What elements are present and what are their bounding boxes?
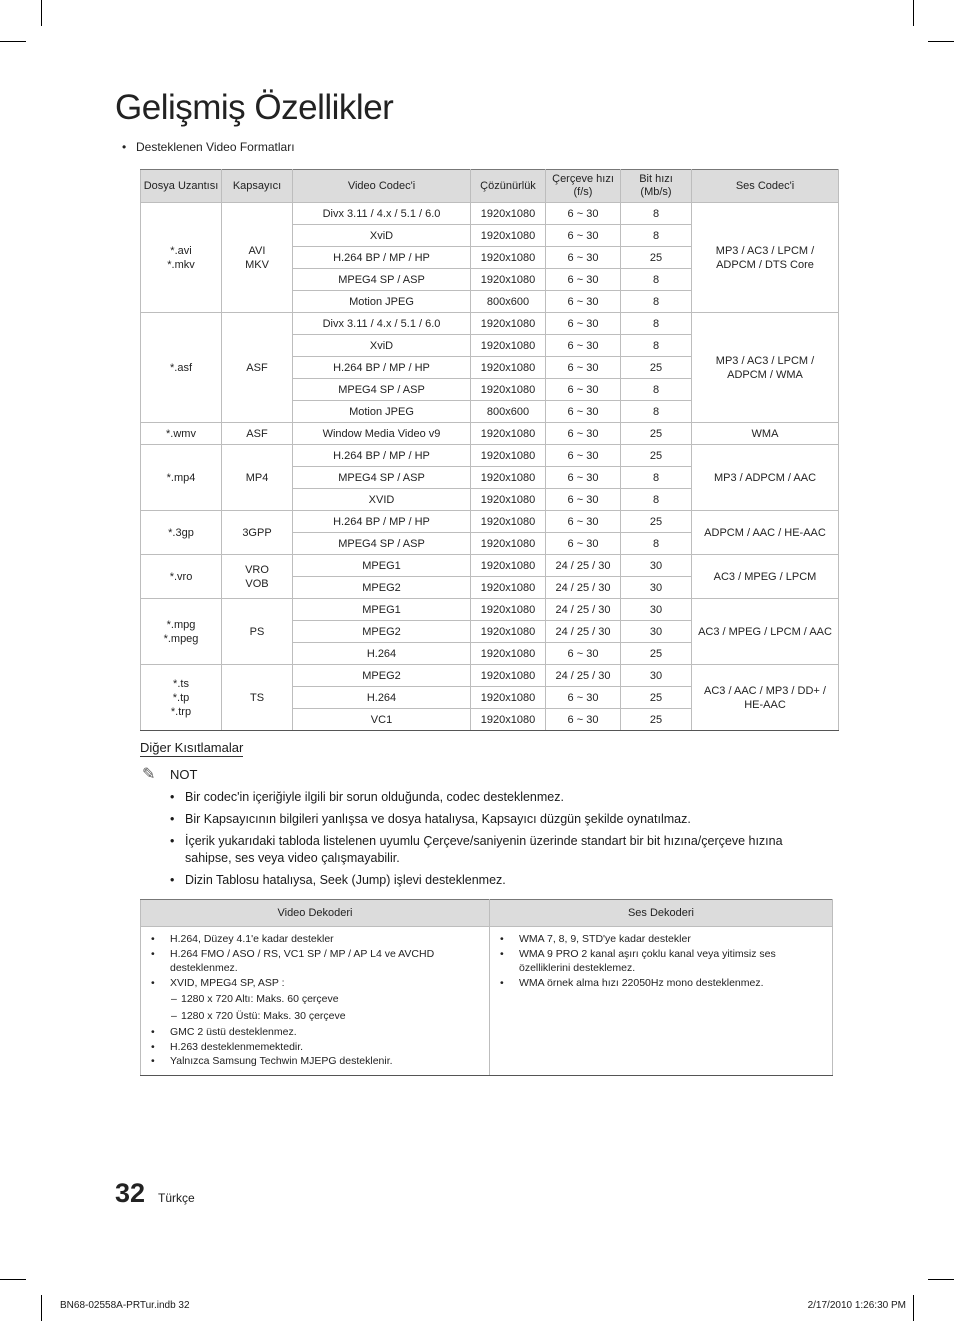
file-extension-cell: *.3gp	[141, 511, 222, 555]
video-codec-cell: XviD	[293, 225, 471, 247]
frame-rate-cell: 6 ~ 30	[546, 335, 621, 357]
crop-mark	[928, 1279, 954, 1280]
note-label-text: NOT	[170, 767, 198, 782]
page-title: Gelişmiş Özellikler	[115, 88, 394, 127]
video-codec-cell: Divx 3.11 / 4.x / 5.1 / 6.0	[293, 313, 471, 335]
frame-rate-cell: 24 / 25 / 30	[546, 577, 621, 599]
decoder-item: • GMC 2 üstü desteklenmez.	[149, 1025, 483, 1040]
crop-mark	[41, 1295, 42, 1321]
container-cell: MP4	[222, 445, 293, 511]
table-row	[141, 313, 839, 335]
column-header: Bit hızı (Mb/s)	[621, 170, 692, 203]
resolution-cell: 1920x1080	[471, 203, 546, 225]
resolution-cell: 1920x1080	[471, 445, 546, 467]
table-row	[141, 511, 839, 533]
resolution-cell: 1920x1080	[471, 533, 546, 555]
video-codec-cell: Motion JPEG	[293, 401, 471, 423]
file-extension-cell: *.asf	[141, 313, 222, 423]
crop-mark	[0, 41, 26, 42]
decoder-item: • WMA 7, 8, 9, STD'ye kadar destekler	[498, 932, 826, 947]
note-item: • Dizin Tablosu hatalıysa, Seek (Jump) işlevi desteklenmez.	[170, 872, 830, 889]
resolution-cell: 800x600	[471, 291, 546, 313]
bit-rate-cell: 8	[621, 313, 692, 335]
audio-decoder-list	[498, 932, 826, 990]
frame-rate-cell: 6 ~ 30	[546, 313, 621, 335]
frame-rate-cell: 6 ~ 30	[546, 269, 621, 291]
frame-rate-cell: 6 ~ 30	[546, 357, 621, 379]
decoder-table	[140, 899, 833, 1076]
file-extension-cell: *.avi *.mkv	[141, 203, 222, 313]
video-codec-cell: H.264	[293, 687, 471, 709]
video-codec-cell: VC1	[293, 709, 471, 731]
resolution-cell: 1920x1080	[471, 357, 546, 379]
frame-rate-cell: 6 ~ 30	[546, 489, 621, 511]
frame-rate-cell: 24 / 25 / 30	[546, 665, 621, 687]
note-item: • Bir Kapsayıcının bilgileri yanlışsa ve dosya hatalıysa, Kapsayıcı düzgün şekilde oynatılmaz.	[170, 811, 830, 828]
video-codec-cell: H.264 BP / MP / HP	[293, 247, 471, 269]
crop-mark	[913, 0, 914, 26]
frame-rate-cell: 24 / 25 / 30	[546, 621, 621, 643]
bit-rate-cell: 25	[621, 247, 692, 269]
frame-rate-cell: 24 / 25 / 30	[546, 599, 621, 621]
bit-rate-cell: 25	[621, 511, 692, 533]
bit-rate-cell: 8	[621, 225, 692, 247]
frame-rate-cell: 6 ~ 30	[546, 401, 621, 423]
audio-codec-cell: AC3 / AAC / MP3 / DD+ / HE-AAC	[692, 665, 839, 731]
frame-rate-cell: 6 ~ 30	[546, 467, 621, 489]
decoder-item: • WMA 9 PRO 2 kanal aşırı çoklu kanal veya yitimsiz ses özelliklerini desteklemez.	[498, 947, 826, 976]
bit-rate-cell: 25	[621, 445, 692, 467]
subtitle	[122, 140, 295, 154]
frame-rate-cell: 6 ~ 30	[546, 709, 621, 731]
video-codec-cell: H.264 BP / MP / HP	[293, 511, 471, 533]
bit-rate-cell: 30	[621, 621, 692, 643]
bit-rate-cell: 25	[621, 709, 692, 731]
decoder-item: • H.264, Düzey 4.1'e kadar destekler	[149, 932, 483, 947]
bit-rate-cell: 8	[621, 269, 692, 291]
container-cell: ASF	[222, 313, 293, 423]
video-codec-cell: MPEG4 SP / ASP	[293, 379, 471, 401]
audio-codec-cell: AC3 / MPEG / LPCM / AAC	[692, 599, 839, 665]
page-language: Türkçe	[158, 1191, 195, 1205]
bullet-icon: •	[122, 140, 127, 154]
pencil-note-icon: ✎	[142, 766, 156, 783]
resolution-cell: 1920x1080	[471, 335, 546, 357]
decoder-item: • Yalnızca Samsung Techwin MJEPG desteklenir.	[149, 1054, 483, 1069]
note-label	[142, 764, 197, 784]
frame-rate-cell: 24 / 25 / 30	[546, 555, 621, 577]
bit-rate-cell: 30	[621, 577, 692, 599]
container-cell: VRO VOB	[222, 555, 293, 599]
video-codec-cell: H.264 BP / MP / HP	[293, 357, 471, 379]
crop-mark	[928, 41, 954, 42]
bit-rate-cell: 8	[621, 203, 692, 225]
bit-rate-cell: 30	[621, 555, 692, 577]
bit-rate-cell: 8	[621, 291, 692, 313]
audio-decoder-cell	[490, 927, 833, 1076]
bit-rate-cell: 8	[621, 467, 692, 489]
frame-rate-cell: 6 ~ 30	[546, 203, 621, 225]
frame-rate-cell: 6 ~ 30	[546, 423, 621, 445]
bit-rate-cell: 8	[621, 489, 692, 511]
file-extension-cell: *.wmv	[141, 423, 222, 445]
audio-codec-cell: AC3 / MPEG / LPCM	[692, 555, 839, 599]
frame-rate-cell: 6 ~ 30	[546, 225, 621, 247]
file-extension-cell: *.mpg *.mpeg	[141, 599, 222, 665]
video-codec-cell: MPEG1	[293, 555, 471, 577]
table-header-row	[141, 170, 839, 203]
video-codec-cell: MPEG1	[293, 599, 471, 621]
decoder-item: • XVID, MPEG4 SP, ASP :	[149, 976, 483, 991]
crop-mark	[41, 0, 42, 26]
video-codec-cell: MPEG4 SP / ASP	[293, 467, 471, 489]
table-row	[141, 555, 839, 577]
frame-rate-cell: 6 ~ 30	[546, 643, 621, 665]
resolution-cell: 1920x1080	[471, 577, 546, 599]
column-header: Kapsayıcı	[222, 170, 293, 203]
video-codec-cell: MPEG2	[293, 577, 471, 599]
bit-rate-cell: 30	[621, 665, 692, 687]
bit-rate-cell: 30	[621, 599, 692, 621]
video-codec-cell: XVID	[293, 489, 471, 511]
column-header: Dosya Uzantısı	[141, 170, 222, 203]
column-header: Ses Codec'i	[692, 170, 839, 203]
bit-rate-cell: 8	[621, 379, 692, 401]
table-row	[141, 599, 839, 621]
column-header: Çözünürlük	[471, 170, 546, 203]
file-extension-cell: *.mp4	[141, 445, 222, 511]
video-codec-cell: Window Media Video v9	[293, 423, 471, 445]
table-row	[141, 423, 839, 445]
resolution-cell: 800x600	[471, 401, 546, 423]
resolution-cell: 1920x1080	[471, 511, 546, 533]
container-cell: PS	[222, 599, 293, 665]
decoder-item: • WMA örnek alma hızı 22050Hz mono desteklenmez.	[498, 976, 826, 991]
column-header: Video Codec'i	[293, 170, 471, 203]
video-codec-cell: MPEG2	[293, 621, 471, 643]
video-codec-cell: MPEG2	[293, 665, 471, 687]
audio-decoder-header: Ses Dekoderi	[490, 900, 833, 927]
resolution-cell: 1920x1080	[471, 621, 546, 643]
resolution-cell: 1920x1080	[471, 379, 546, 401]
audio-codec-cell: MP3 / AC3 / LPCM / ADPCM / DTS Core	[692, 203, 839, 313]
audio-codec-cell: MP3 / AC3 / LPCM / ADPCM / WMA	[692, 313, 839, 423]
resolution-cell: 1920x1080	[471, 687, 546, 709]
container-cell: 3GPP	[222, 511, 293, 555]
bit-rate-cell: 25	[621, 357, 692, 379]
audio-codec-cell: MP3 / ADPCM / AAC	[692, 445, 839, 511]
decoder-item: – 1280 x 720 Üstü: Maks. 30 çerçeve	[149, 1009, 483, 1024]
resolution-cell: 1920x1080	[471, 313, 546, 335]
bit-rate-cell: 25	[621, 687, 692, 709]
video-codec-cell: MPEG4 SP / ASP	[293, 269, 471, 291]
bit-rate-cell: 8	[621, 533, 692, 555]
decoder-item: • H.264 FMO / ASO / RS, VC1 SP / MP / AP L4 ve AVCHD desteklenmez.	[149, 947, 483, 976]
frame-rate-cell: 6 ~ 30	[546, 445, 621, 467]
table-row	[141, 445, 839, 467]
frame-rate-cell: 6 ~ 30	[546, 511, 621, 533]
video-codec-cell: H.264	[293, 643, 471, 665]
footer-file-info: BN68-02558A-PRTur.indb 32	[60, 1300, 190, 1311]
frame-rate-cell: 6 ~ 30	[546, 291, 621, 313]
footer-timestamp: 2/17/2010 1:26:30 PM	[807, 1300, 906, 1311]
container-cell: AVI MKV	[222, 203, 293, 313]
decoder-item: • H.263 desteklenmemektedir.	[149, 1040, 483, 1055]
note-item: • İçerik yukarıdaki tabloda listelenen uyumlu Çerçeve/saniyenin üzerinde standart bir bit hızına/çerçeve hızına sahipse, ses veya video çalışmayabilir.	[170, 833, 830, 867]
note-item: • Bir codec'in içeriğiyle ilgili bir sorun olduğunda, codec desteklenmez.	[170, 789, 830, 806]
resolution-cell: 1920x1080	[471, 555, 546, 577]
column-header: Çerçeve hızı (f/s)	[546, 170, 621, 203]
video-codec-cell: MPEG4 SP / ASP	[293, 533, 471, 555]
resolution-cell: 1920x1080	[471, 643, 546, 665]
resolution-cell: 1920x1080	[471, 225, 546, 247]
resolution-cell: 1920x1080	[471, 467, 546, 489]
bit-rate-cell: 8	[621, 401, 692, 423]
video-codec-cell: H.264 BP / MP / HP	[293, 445, 471, 467]
resolution-cell: 1920x1080	[471, 489, 546, 511]
decoder-item: – 1280 x 720 Altı: Maks. 60 çerçeve	[149, 992, 483, 1007]
crop-mark	[913, 1295, 914, 1321]
bit-rate-cell: 25	[621, 423, 692, 445]
crop-mark	[0, 1279, 26, 1280]
video-codec-cell: Divx 3.11 / 4.x / 5.1 / 6.0	[293, 203, 471, 225]
container-cell: ASF	[222, 423, 293, 445]
file-extension-cell: *.ts *.tp *.trp	[141, 665, 222, 731]
file-extension-cell: *.vro	[141, 555, 222, 599]
video-codec-cell: Motion JPEG	[293, 291, 471, 313]
resolution-cell: 1920x1080	[471, 599, 546, 621]
subtitle-text: Desteklenen Video Formatları	[136, 140, 295, 154]
video-decoder-cell	[141, 927, 490, 1076]
video-format-table	[140, 169, 839, 731]
frame-rate-cell: 6 ~ 30	[546, 687, 621, 709]
frame-rate-cell: 6 ~ 30	[546, 247, 621, 269]
table-row	[141, 665, 839, 687]
video-codec-cell: XviD	[293, 335, 471, 357]
resolution-cell: 1920x1080	[471, 247, 546, 269]
resolution-cell: 1920x1080	[471, 269, 546, 291]
section-heading: Diğer Kısıtlamalar	[140, 740, 244, 755]
video-decoder-header: Video Dekoderi	[141, 900, 490, 927]
page-number: 32	[115, 1178, 146, 1208]
bit-rate-cell: 8	[621, 335, 692, 357]
notes-list	[170, 789, 830, 894]
container-cell: TS	[222, 665, 293, 731]
resolution-cell: 1920x1080	[471, 709, 546, 731]
frame-rate-cell: 6 ~ 30	[546, 379, 621, 401]
audio-codec-cell: WMA	[692, 423, 839, 445]
table-row	[141, 203, 839, 225]
bit-rate-cell: 25	[621, 643, 692, 665]
resolution-cell: 1920x1080	[471, 665, 546, 687]
audio-codec-cell: ADPCM / AAC / HE-AAC	[692, 511, 839, 555]
frame-rate-cell: 6 ~ 30	[546, 533, 621, 555]
resolution-cell: 1920x1080	[471, 423, 546, 445]
video-decoder-list	[149, 932, 483, 1069]
